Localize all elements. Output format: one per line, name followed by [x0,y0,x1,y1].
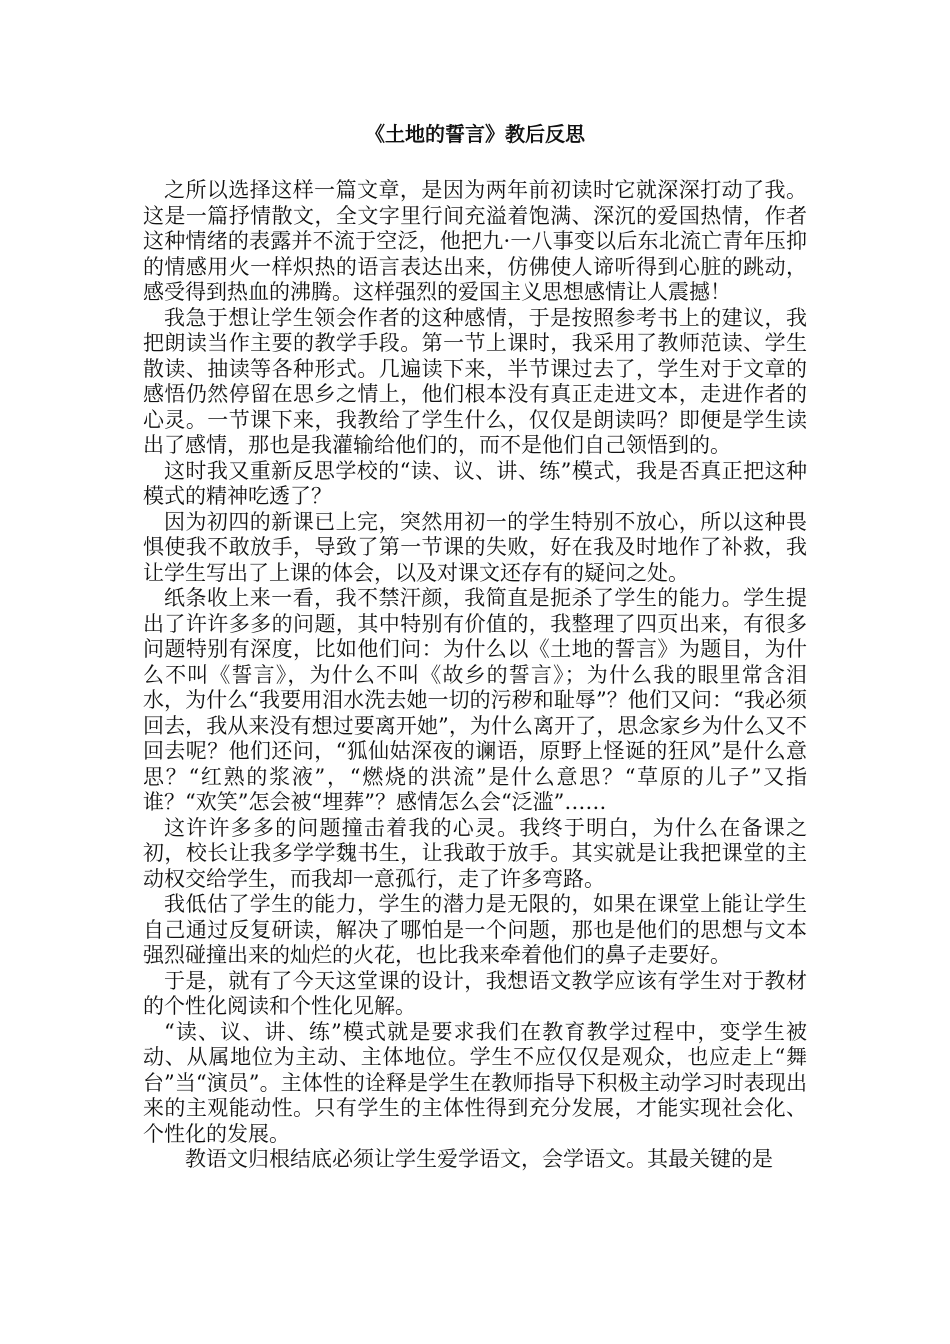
paragraph: 于是，就有了今天这堂课的设计，我想语文教学应该有学生对于教材的个性化阅读和个性化见解。 [143,968,807,1018]
paragraph: 我急于想让学生领会作者的这种感情，于是按照参考书上的建议，我把朗读当作主要的教学手段。第一节上课时，我采用了教师范读、学生散读、抽读等各种形式。几遍读下来，半节课过去了，学生对于文章的感悟仍然停留在思乡之情上，他们根本没有真正走进文本，走进作者的心灵。一节课下来，我教给了学生什么，仅仅是朗读吗？即便是学生读出了感情，那也是我灌输给他们的，而不是他们自己领悟到的。 [143,305,807,457]
paragraph: 这时我又重新反思学校的“读、议、讲、练”模式，我是否真正把这种模式的精神吃透了？ [143,458,807,508]
paragraph: 纸条收上来一看，我不禁汗颜，我简直是扼杀了学生的能力。学生提出了许许多多的问题，其中特别有价值的，我整理了四页出来，有很多问题特别有深度，比如他们问：为什么以《土地的誓言》为题目，为什么不叫《誓言》，为什么不叫《故乡的誓言》；为什么我的眼里常含泪水，为什么“我要用泪水洗去她一切的污秽和耻辱”？他们又问：“我必须回去，我从来没有想过要离开她”，为什么离开了，思念家乡为什么又不回去呢？他们还问，“狐仙姑深夜的谰语，原野上怪诞的狂风”是什么意思？“红熟的浆液”，“燃烧的洪流”是什么意思？“草原的儿子”又指谁？“欢笑”怎会被“埋葬”？感情怎么会“泛滥”…… [143,586,807,814]
paragraph: “读、议、讲、练”模式就是要求我们在教育教学过程中，变学生被动、从属地位为主动、主体地位。学生不应仅仅是观众，也应走上“舞台”当“演员”。主体性的诠释是学生在教师指导下积极主动学习时表现出来的主观能动性。只有学生的主体性得到充分发展，才能实现社会化、个性化的发展。 [143,1019,807,1146]
paragraph: 我低估了学生的能力，学生的潜力是无限的，如果在课堂上能让学生自己通过反复研读，解决了哪怕是一个问题，那也是他们的思想与文本强烈碰撞出来的灿烂的火花，也比我来牵着他们的鼻子走要好。 [143,892,807,967]
document-page [143,120,807,1173]
paragraph: 这许许多多的问题撞击着我的心灵。我终于明白，为什么在备课之初，校长让我多学学魏书生，让我敢于放手。其实就是让我把课堂的主动权交给学生，而我却一意孤行，走了许多弯路。 [143,815,807,891]
document-title: 《土地的誓言》教后反思 [365,122,585,146]
paragraph: 之所以选择这样一篇文章，是因为两年前初读时它就深深打动了我。这是一篇抒情散文，全文字里行间充溢着饱满、深沉的爱国热情，作者这种情绪的表露并不流于空泛，他把九·一八事变以后东北流亡青年压抑的情感用火一样炽热的语言表达出来，仿佛使人谛听得到心脏的跳动，感受得到热血的沸腾。这样强烈的爱国主义思想感情让人震撼！ [143,178,807,304]
paragraph: 教语文归根结底必须让学生爱学语文，会学语文。其最关键的是 [185,1147,773,1171]
paragraph: 因为初四的新课已上完，突然用初一的学生特别不放心，所以这种畏惧使我不敢放手，导致了第一节课的失败，好在我及时地作了补救，我让学生写出了上课的体会，以及对课文还存有的疑问之处。 [143,509,807,585]
